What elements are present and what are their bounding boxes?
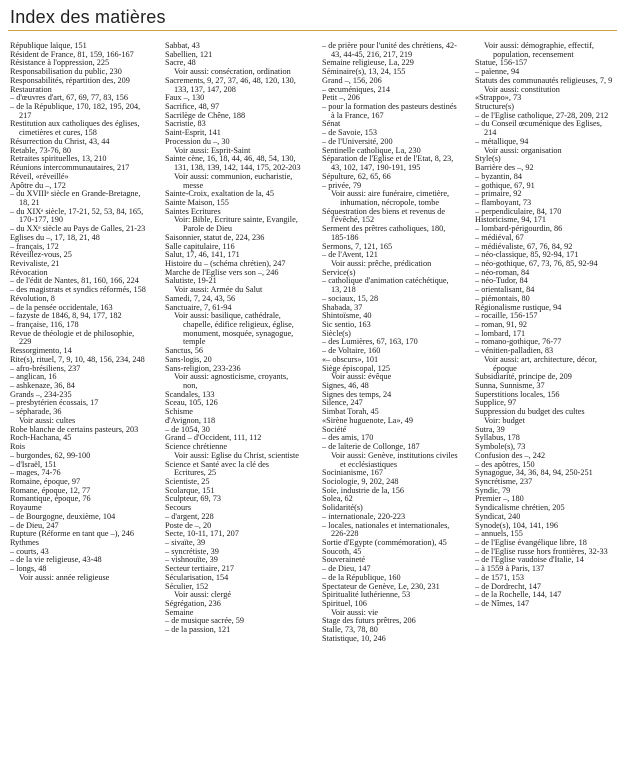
index-entry: Service(s) — [322, 267, 356, 277]
index-entry: Sceau, 105, 126 — [165, 398, 218, 408]
index-entry: Sécularisation, 154 — [165, 572, 229, 582]
index-entry: Solea, 62 — [322, 494, 353, 504]
index-entry: – de l'Avent, 121 — [322, 250, 378, 260]
index-entry: – privée, 79 — [322, 180, 362, 190]
index-entry: Premier –, 180 — [475, 494, 524, 504]
index-entry: Scolarque, 151 — [165, 485, 215, 495]
index-entry: – mages, 74-76 — [10, 468, 61, 478]
index-entry: – burgondes, 62, 99-100 — [10, 450, 91, 460]
index-entry: – d'œuvres d'art, 67, 69, 77, 83, 156 — [10, 93, 129, 103]
index-entry: – orientalisant, 84 — [475, 285, 535, 295]
index-entry: Voir aussi: cultes — [19, 415, 76, 425]
index-entry: Sanctus, 56 — [165, 346, 204, 356]
index-entry: Spectateur de Genève, Le, 230, 231 — [322, 581, 440, 591]
index-entry: Résurrection du Christ, 43, 44 — [10, 136, 110, 146]
index-entry: – d'Israël, 151 — [10, 459, 57, 469]
index-entry: Silence, 247 — [322, 398, 363, 408]
index-entry: Shintoïsme, 40 — [322, 311, 372, 321]
index-entry: Soie, industrie de la, 156 — [322, 485, 405, 495]
index-entry: Sacristie, 83 — [165, 119, 206, 129]
index-entry: Science et Santé avec la clé des Ecritures, 25 — [165, 459, 269, 478]
index-entry: – de l'édit de Nantes, 81, 160, 166, 224 — [10, 276, 139, 286]
index-entry: Voir aussi: Genève, institutions civiles et ecclésiastiques — [331, 450, 458, 469]
index-entry: Stage des futurs prêtres, 206 — [322, 616, 416, 626]
index-entry: Romane, époque, 12, 77 — [10, 485, 91, 495]
index-entry: – afro-brésiliens, 237 — [10, 363, 81, 373]
index-entry: – de 1054, 30 — [165, 424, 210, 434]
index-entry: Grands –, 234-235 — [10, 389, 72, 399]
index-entry: Séculier, 152 — [165, 581, 209, 591]
index-column-3 — [322, 42, 459, 766]
index-entry: – pour la formation des pasteurs destinés à la France, 167 — [322, 102, 457, 120]
index-entry: Symbole(s), 73 — [475, 442, 526, 452]
index-entry: Résident de France, 81, 159, 166-167 — [10, 49, 134, 59]
index-entry: Voir aussi: basilique, cathédrale, chapelle, édifice religieux, église, monument, mosquée, synagogue, temple — [174, 311, 294, 347]
index-entry: Apôtre du –, 172 — [10, 180, 66, 190]
index-entry: Voir aussi: évêque — [331, 372, 392, 382]
index-entry: Société — [322, 424, 347, 434]
index-entry: – de Bourgogne, deuxième, 104 — [10, 511, 116, 521]
index-entry: Historicisme, 94, 171 — [475, 215, 547, 225]
index-entry: Voir aussi: démographie, effectif, population, recensement — [484, 42, 594, 59]
index-entry: Romaine, époque, 97 — [10, 476, 81, 486]
index-entry: Suppression du budget des cultes — [475, 407, 585, 417]
index-entry: Retable, 73-76, 80 — [10, 145, 71, 155]
index-entry: – d'argent, 228 — [165, 511, 214, 521]
index-entry: – vishnouïte, 39 — [165, 555, 218, 565]
index-entry: Sutra, 39 — [475, 424, 505, 434]
index-entry: Faux –, 130 — [165, 93, 205, 103]
index-entry: Royaume — [10, 503, 42, 513]
index-entry: – métallique, 94 — [475, 136, 529, 146]
index-entry: – médiéval, 67 — [475, 232, 524, 242]
index-entry: – du XVIIIᵉ siècle en Grande-Bretagne, 18, 21 — [10, 189, 141, 207]
index-entry: – romano-gothique, 76-77 — [475, 337, 562, 347]
index-entry: Syllabus, 178 — [475, 433, 520, 443]
index-entry: – de la Rochelle, 144, 147 — [475, 590, 562, 600]
index-entry: – de la République, 170, 182, 195, 204, 217 — [10, 102, 141, 120]
index-entry: Sociologie, 9, 202, 248 — [322, 476, 399, 486]
index-entry: – de 1571, 153 — [475, 572, 525, 582]
index-entry: Retraites spirituelles, 13, 210 — [10, 154, 107, 164]
index-entry: – annuels, 155 — [475, 529, 523, 539]
index-entry: Siège épiscopal, 125 — [322, 363, 391, 373]
index-entry: – français, 172 — [10, 241, 59, 251]
index-entry: Voir aussi: organisation — [484, 145, 562, 155]
index-entry: Scientiste, 25 — [165, 476, 210, 486]
index-entry: Rite(s), rituel, 7, 9, 10, 48, 156, 234, 248 — [10, 354, 145, 364]
index-entry: République laïque, 151 — [10, 42, 87, 50]
index-entry: Barrière des –, 92 — [475, 163, 534, 173]
index-entry: Sortie d'Egypte (commémoration), 45 — [322, 537, 447, 547]
index-entry: – courts, 43 — [10, 546, 49, 556]
index-entry: – primaire, 92 — [475, 189, 522, 199]
index-entry: Sacre, 48 — [165, 58, 196, 68]
index-entry: Souveraineté — [322, 555, 366, 565]
index-entry: – œcuméniques, 214 — [322, 84, 391, 94]
index-entry: – longs, 48 — [10, 564, 47, 574]
index-entry: Voir aussi: vie — [331, 607, 379, 617]
index-entry: Voir aussi: consécration, ordination — [174, 67, 291, 77]
index-entry: – anglican, 16 — [10, 372, 57, 382]
index-entry: – néo-classique, 85, 92-94, 171 — [475, 250, 579, 260]
index-entry: – ashkenaze, 36, 84 — [10, 381, 75, 391]
index-entry: – perpendiculaire, 84, 170 — [475, 206, 562, 216]
index-entry: Eglises du –, 17, 18, 21, 48 — [10, 232, 100, 242]
index-entry: – gothique, 67, 91 — [475, 180, 535, 190]
index-entry: – presbytérien écossais, 17 — [10, 398, 99, 408]
index-entry: Subsidiarité, principe de, 209 — [475, 372, 572, 382]
index-entry: Séquestration des biens et revenus de l'évêché, 152 — [322, 206, 446, 225]
index-entry: – de la passion, 121 — [165, 625, 231, 635]
index-entry: Stalle, 73, 78, 80 — [322, 625, 378, 635]
index-entry: Syndicat, 240 — [475, 511, 521, 521]
index-entry: Sainte cène, 16, 18, 44, 46, 48, 54, 130, 131, 138, 139, 142, 144, 175, 202-203 — [165, 154, 301, 173]
index-entry: – piémontais, 80 — [475, 293, 530, 303]
index-entry: Sacrements, 9, 27, 37, 46, 48, 120, 130, 133, 137, 147, 208 — [165, 75, 296, 94]
index-entry: Révolution, 8 — [10, 293, 55, 303]
index-entry: – à 1559 à Paris, 137 — [475, 564, 545, 574]
index-entry: Syncrétisme, 237 — [475, 476, 533, 486]
index-entry: Revivaliste, 21 — [10, 258, 60, 268]
index-column-1 — [10, 42, 148, 766]
index-entry: – syncrétiste, 39 — [165, 546, 219, 556]
index-entry: Synagogue, 34, 36, 84, 94, 250-251 — [475, 468, 593, 478]
index-entry: Revue de théologie et de philosophie, 229 — [10, 328, 135, 347]
index-entry: – du Conseil œcuménique des Eglises, 214 — [475, 119, 602, 138]
index-entry: Ségrégation, 236 — [165, 599, 221, 608]
index-entry: Roch-Hachana, 45 — [10, 433, 72, 443]
index-entry: – fazyste de 1846, 8, 94, 177, 182 — [10, 311, 122, 321]
index-entry: Schisme — [165, 407, 193, 417]
index-entry: – du XIXᵉ siècle, 17-21, 52, 53, 84, 165, 170-177, 190 — [10, 206, 144, 225]
index-entry: – de l'Eglise vaudoise d'Italie, 14 — [475, 555, 584, 565]
index-entry: Science chrétienne — [165, 442, 228, 452]
index-entry: Réveillez-vous, 25 — [10, 250, 72, 260]
index-header — [8, 4, 617, 31]
index-entry: Voir aussi: Eglise du Christ, scientiste — [174, 450, 299, 460]
index-entry: Robe blanche de certains pasteurs, 203 — [10, 424, 139, 434]
index-entry: Sanctuaire, 7, 61-94 — [165, 302, 232, 312]
index-entry: Voir aussi: constitution — [484, 84, 560, 94]
index-entry: «Strappo», 73 — [475, 93, 522, 103]
index-entry: Restauration — [10, 84, 52, 94]
index-entry: Révocation — [10, 267, 48, 277]
index-entry: Supplice, 97 — [475, 398, 517, 408]
index-columns — [0, 42, 625, 766]
index-entry: Procession du –, 30 — [165, 136, 230, 146]
index-entry: Rupture (Réforme en tant que –), 246 — [10, 529, 134, 539]
index-entry: Saintes Ecritures — [165, 206, 221, 216]
index-entry: – de laïterie de Collonge, 187 — [322, 442, 420, 452]
index-entry: Voir: Bible, Ecriture sainte, Evangile, Parole de Dieu — [174, 215, 298, 234]
index-entry: Spiritualité luthérienne, 53 — [322, 590, 411, 600]
index-entry: Sabbat, 43 — [165, 42, 200, 50]
index-entry: – néo-Tudor, 84 — [475, 276, 528, 286]
index-entry: Siècle(s) — [322, 328, 351, 338]
index-entry: – lombard, 171 — [475, 328, 526, 338]
index-entry: – de l'Eglise évangélique libre, 18 — [475, 537, 587, 547]
index-entry: Grand –, 156, 206 — [322, 75, 382, 85]
index-entry: Romantique, époque, 76 — [10, 494, 91, 504]
index-entry: Sculpteur, 69, 73 — [165, 494, 222, 504]
index-entry: Serment des prêtres catholiques, 180, 185-186 — [322, 224, 446, 242]
index-entry: Sans-religion, 233-236 — [165, 363, 241, 373]
index-entry: Sans-logis, 20 — [165, 354, 212, 364]
index-entry: Séminaire(s), 13, 24, 155 — [322, 67, 406, 77]
index-entry: Résistance à l'oppression, 225 — [10, 58, 110, 68]
index-entry: – des amis, 170 — [322, 433, 374, 443]
index-entry: – néo-gothique, 67, 73, 76, 85, 92-94 — [475, 258, 598, 268]
index-entry: Synode(s), 104, 141, 196 — [475, 520, 558, 530]
index-entry: Poste de –, 20 — [165, 520, 212, 530]
index-entry: Sainte Maison, 155 — [165, 197, 229, 207]
index-entry: – de l'Université, 200 — [322, 136, 393, 146]
index-entry: Soucoth, 45 — [322, 546, 362, 556]
index-entry: Sacrifice, 48, 97 — [165, 102, 220, 112]
index-entry: Secte, 10-11, 171, 207 — [165, 529, 239, 539]
index-entry: Sentinelle catholique, La, 230 — [322, 145, 421, 155]
index-entry: – roman, 91, 92 — [475, 320, 528, 329]
index-entry: d'Avignon, 118 — [165, 415, 216, 425]
index-entry: Sacrilège de Chêne, 188 — [165, 110, 246, 120]
index-entry: – de Dieu, 147 — [322, 564, 371, 574]
index-entry: – de Voltaire, 160 — [322, 346, 381, 356]
index-entry: – de Nîmes, 147 — [475, 599, 530, 608]
index-entry: Rythmes — [10, 537, 40, 547]
index-entry: Socinianisme, 167 — [322, 468, 383, 478]
index-entry: Statue, 156-157 — [475, 58, 528, 68]
index-entry: Voir aussi: Esprit-Saint — [174, 145, 251, 155]
index-entry: – de la République, 160 — [322, 572, 401, 582]
index-entry: Saisonnier, statut de, 224, 236 — [165, 232, 265, 242]
index-entry: Salutiste, 19-21 — [165, 276, 217, 286]
index-entry: Samedi, 7, 24, 43, 56 — [165, 293, 236, 303]
index-entry: Sermons, 7, 121, 165 — [322, 241, 393, 251]
index-entry: Sépulture, 62, 65, 66 — [322, 171, 391, 181]
index-entry: – de la vie religieuse, 43-48 — [10, 555, 102, 565]
index-entry: – flamboyant, 73 — [475, 197, 532, 207]
index-entry: – internationale, 220-223 — [322, 511, 406, 521]
index-entry: – byzantin, 84 — [475, 171, 522, 181]
index-entry: Voir aussi: clergé — [174, 590, 231, 600]
index-entry: – lombard-périgourdin, 86 — [475, 224, 563, 234]
index-entry: Séparation de l'Eglise et de l'Etat, 8, 23, 43, 102, 147, 190-191, 195 — [322, 154, 454, 173]
index-entry: Statuts des communautés religieuses, 7, 9 — [475, 75, 613, 85]
index-entry: – des magistrats et syndics réformés, 158 — [10, 285, 146, 295]
index-entry: Secteur tertiaire, 217 — [165, 564, 234, 574]
index-entry: Style(s) — [475, 154, 501, 164]
index-entry: – de Dordrecht, 147 — [475, 581, 541, 591]
index-entry: Responsabilités, répartition des, 209 — [10, 75, 130, 85]
index-entry: – de musique sacrée, 59 — [165, 616, 245, 626]
index-entry: «– obscurs», 101 — [322, 354, 379, 364]
index-entry: – païenne, 94 — [475, 67, 520, 77]
index-entry: Sainte-Croix, exaltation de la, 45 — [165, 189, 275, 199]
index-entry: – locales, nationales et internationales, 226-228 — [322, 520, 450, 539]
index-entry: Voir aussi: art, architecture, décor, époque — [484, 354, 597, 373]
index-entry: Sunna, Sunnisme, 37 — [475, 381, 545, 391]
index-entry: Secours — [165, 503, 192, 513]
index-entry: – catholique d'animation catéchétique, 13, 218 — [322, 276, 449, 295]
index-entry: Marche de l'Eglise vers son –, 246 — [165, 267, 279, 277]
index-entry: Réunions intercommunautaires, 217 — [10, 163, 130, 173]
index-entry: Syndic, 79 — [475, 485, 511, 495]
index-entry: Sabellien, 121 — [165, 49, 213, 59]
index-entry: – de la pensée occidentale, 163 — [10, 302, 113, 312]
index-entry: Superstitions locales, 156 — [475, 389, 560, 399]
index-entry: – sivaïte, 39 — [165, 537, 206, 547]
index-entry: Voir aussi: aire funéraire, cimetière, inhumation, nécropole, tombe — [331, 189, 450, 207]
index-entry: – de Savoie, 153 — [322, 128, 377, 138]
index-entry: – sociaux, 15, 28 — [322, 293, 379, 303]
index-entry: – de prière pour l'unité des chrétiens, 42-43, 44-45, 216, 217, 219 — [322, 42, 457, 59]
index-entry: Syndicalisme chrétien, 205 — [475, 503, 565, 513]
index-entry: Rois — [10, 442, 26, 452]
index-entry: Structure(s) — [475, 102, 514, 112]
index-entry: – médiévaliste, 67, 76, 84, 92 — [475, 241, 573, 251]
index-entry: Signes, 46, 48 — [322, 381, 369, 391]
index-entry: «Sirène huguenote, La», 49 — [322, 415, 413, 425]
index-entry: Restitution aux catholiques des églises, cimetières et cures, 158 — [10, 119, 140, 138]
index-entry: Statistique, 10, 246 — [322, 633, 386, 643]
index-entry: Histoire du – (schéma chrétien), 247 — [165, 258, 286, 268]
index-entry: – du XXᵉ siècle au Pays de Galles, 21-23 — [10, 224, 146, 234]
index-entry: – des Lumières, 67, 163, 170 — [322, 337, 418, 347]
index-entry: Scandales, 133 — [165, 389, 215, 399]
index-entry: Signes des temps, 24 — [322, 389, 392, 399]
index-entry: Voir aussi: agnosticisme, croyants, non, — [174, 372, 289, 391]
index-entry: – néo-roman, 84 — [475, 267, 530, 277]
index-entry: – sépharade, 36 — [10, 407, 62, 417]
index-entry: – des apôtres, 150 — [475, 459, 535, 469]
index-entry: Spirituel, 106 — [322, 599, 367, 608]
index-entry: – française, 116, 178 — [10, 320, 79, 329]
index-entry: Sic sentio, 163 — [322, 320, 371, 329]
index-entry: Salut, 17, 46, 141, 171 — [165, 250, 240, 260]
index-entry: Saint-Esprit, 141 — [165, 128, 221, 138]
index-entry: Salle capitulaire, 116 — [165, 241, 235, 251]
index-entry: Voir: budget — [484, 415, 525, 425]
index-entry: Voir aussi: Armée du Salut — [174, 285, 263, 295]
index-entry: Réveil, «réveillé» — [10, 171, 69, 181]
page-title: Index des matières — [10, 7, 166, 27]
index-column-2 — [165, 42, 302, 766]
index-entry: Simbat Torah, 45 — [322, 407, 379, 417]
index-entry: – de l'Eglise russe hors frontières, 32-33 — [475, 546, 608, 556]
index-entry: – vénitien-palladien, 83 — [475, 346, 554, 356]
index-entry: – de Dieu, 247 — [10, 520, 59, 530]
index-entry: Responsabilisation du public, 230 — [10, 67, 122, 77]
index-entry: Confusion des –, 242 — [475, 450, 546, 460]
index-entry: Solidarité(s) — [322, 503, 363, 513]
index-entry: Régionalisme rustique, 94 — [475, 302, 562, 312]
index-entry: – de l'Eglise catholique, 27-28, 209, 212 — [475, 110, 609, 120]
index-entry: Sénat — [322, 119, 341, 129]
index-entry: Petit –, 206 — [322, 93, 360, 103]
index-entry: Semaine — [165, 607, 194, 617]
index-entry: Semaine religieuse, La, 229 — [322, 58, 414, 68]
index-column-4 — [475, 42, 615, 766]
index-entry: – rocaille, 156-157 — [475, 311, 538, 321]
index-entry: Voir aussi: année religieuse — [19, 572, 110, 582]
index-entry: Voir aussi: communion, eucharistie, messe — [174, 171, 293, 190]
index-entry: Voir aussi: prêche, prédication — [331, 258, 432, 268]
index-entry: Shabada, 37 — [322, 302, 363, 312]
index-entry: Ressorgimento, 14 — [10, 346, 72, 356]
index-entry: Grand – d'Occident, 111, 112 — [165, 433, 262, 443]
